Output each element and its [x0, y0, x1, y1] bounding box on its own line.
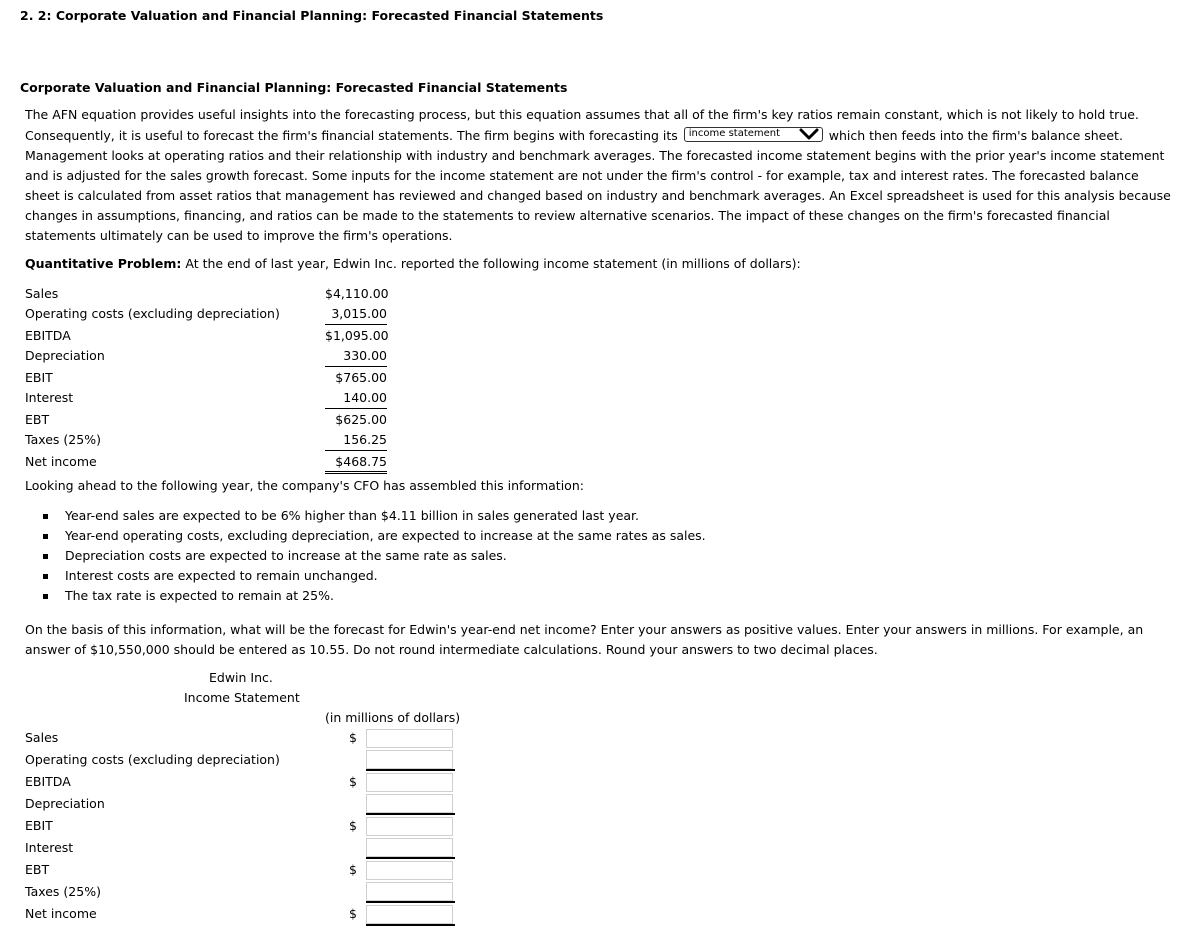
answer-label-opcosts: Operating costs (excluding depreciation): [25, 752, 280, 767]
depreciation-input[interactable]: [366, 794, 453, 813]
sales-input[interactable]: [366, 729, 453, 748]
quant-label: Quantitative Problem:: [25, 256, 182, 271]
bullet-icon: [43, 514, 48, 519]
underline: [325, 324, 387, 325]
quant-text: At the end of last year, Edwin Inc. reported the following income statement (in millions of dollars):: [185, 256, 801, 271]
is-value-ebitda: $1,095.00: [325, 328, 389, 343]
is-label-depreciation: Depreciation: [25, 348, 105, 363]
forecast-dropdown-value: income statement: [688, 128, 781, 139]
answer-label-taxes: Taxes (25%): [25, 884, 101, 899]
is-label-netincome: Net income: [25, 454, 97, 469]
intro-part1: The AFN equation provides useful insights into the forecasting process, but this equation assumes that all of the firm's key ratios remain constant, which is not likely to hold true. Consequently, it is useful to forecast the firm's financial statements. The firm begins with forecasting its: [25, 107, 1139, 143]
question-text: On the basis of this information, what will be the forecast for Edwin's year-end net income? Enter your answers as positive values. Enter your answers in millions. For example, an answer of $10,550,000 should be entered as 10.55. Do not round intermediate calculations. Round your answers to two decimal places.: [25, 622, 1144, 657]
double-underline: [325, 471, 387, 477]
is-value-netincome: $468.75: [335, 454, 387, 469]
dollar-sign: $: [349, 818, 357, 833]
bullet-icon: [43, 574, 48, 579]
answer-label-interest: Interest: [25, 840, 74, 855]
is-label-opcosts: Operating costs (excluding depreciation): [25, 306, 280, 321]
double-underline: [366, 924, 455, 926]
is-value-opcosts: 3,015.00: [331, 306, 387, 321]
is-label-ebt: EBT: [25, 412, 50, 427]
is-value-interest: 140.00: [343, 390, 387, 405]
list-item: Interest costs are expected to remain unchanged.: [65, 568, 378, 583]
is-label-sales: Sales: [25, 286, 59, 301]
answer-label-ebt: EBT: [25, 862, 50, 877]
bullet-icon: [43, 594, 48, 599]
intro-paragraph: [25, 105, 1175, 246]
underline: [366, 901, 455, 903]
ebitda-input[interactable]: [366, 773, 453, 792]
ebt-input[interactable]: [366, 861, 453, 880]
taxes-input[interactable]: [366, 882, 453, 901]
units-label: (in millions of dollars): [325, 710, 461, 725]
answer-label-depreciation: Depreciation: [25, 796, 105, 811]
list-item: Year-end sales are expected to be 6% higher than $4.11 billion in sales generated last year.: [65, 508, 640, 523]
answer-label-netincome: Net income: [25, 906, 97, 921]
dollar-sign: $: [349, 862, 357, 877]
question-header: 2. 2: Corporate Valuation and Financial Planning: Forecasted Financial Statements: [20, 8, 604, 23]
looking-ahead: Looking ahead to the following year, the company's CFO has assembled this information:: [25, 478, 584, 493]
section-title: Corporate Valuation and Financial Planning: Forecasted Financial Statements: [20, 80, 568, 95]
underline: [366, 857, 455, 859]
dollar-sign: $: [349, 906, 357, 921]
list-item: The tax rate is expected to remain at 25%.: [65, 588, 334, 603]
interest-input[interactable]: [366, 838, 453, 857]
is-value-taxes: 156.25: [343, 432, 387, 447]
statement-title: Income Statement: [184, 690, 300, 705]
underline: [325, 450, 387, 451]
is-value-sales: $4,110.00: [325, 286, 389, 301]
list-item: Year-end operating costs, excluding depreciation, are expected to increase at the same rates as sales.: [65, 528, 706, 543]
ebit-input[interactable]: [366, 817, 453, 836]
forecast-dropdown[interactable]: [684, 127, 823, 142]
is-label-taxes: Taxes (25%): [25, 432, 101, 447]
answer-label-sales: Sales: [25, 730, 59, 745]
dollar-sign: $: [349, 774, 357, 789]
is-label-ebit: EBIT: [25, 370, 53, 385]
is-label-interest: Interest: [25, 390, 74, 405]
underline: [366, 769, 455, 771]
quant-line: [25, 256, 801, 271]
intro-part2: which then feeds into the firm's balance sheet. Management looks at operating ratios and their relationship with industry and benchmark averages. The forecasted income statement begins with the prior year's income statement and is adjusted for the sales growth forecast. Some inputs for the income statement are not under the firm's control - for example, tax and interest rates. The forecasted balance sheet is calculated from asset ratios that management has reviewed and changed based on industry and benchmark averages. An Excel spreadsheet is used for this analysis because changes in assumptions, financing, and ratios can be made to the statements to review alternative scenarios. The impact of these changes on the firm's forecasted financial statements ultimately can be used to improve the firm's operations.: [25, 128, 1171, 243]
underline: [325, 408, 387, 409]
underline: [325, 366, 387, 367]
opcosts-input[interactable]: [366, 750, 453, 769]
answer-label-ebit: EBIT: [25, 818, 53, 833]
is-value-depreciation: 330.00: [343, 348, 387, 363]
underline: [366, 813, 455, 815]
answer-label-ebitda: EBITDA: [25, 774, 71, 789]
dollar-sign: $: [349, 730, 357, 745]
is-value-ebit: $765.00: [335, 370, 387, 385]
netincome-input[interactable]: [366, 905, 453, 924]
chevron-down-icon: [798, 127, 820, 144]
company-name: Edwin Inc.: [209, 670, 273, 685]
is-value-ebt: $625.00: [335, 412, 387, 427]
bullet-icon: [43, 554, 48, 559]
is-label-ebitda: EBITDA: [25, 328, 71, 343]
list-item: Depreciation costs are expected to increase at the same rate as sales.: [65, 548, 507, 563]
bullet-icon: [43, 534, 48, 539]
